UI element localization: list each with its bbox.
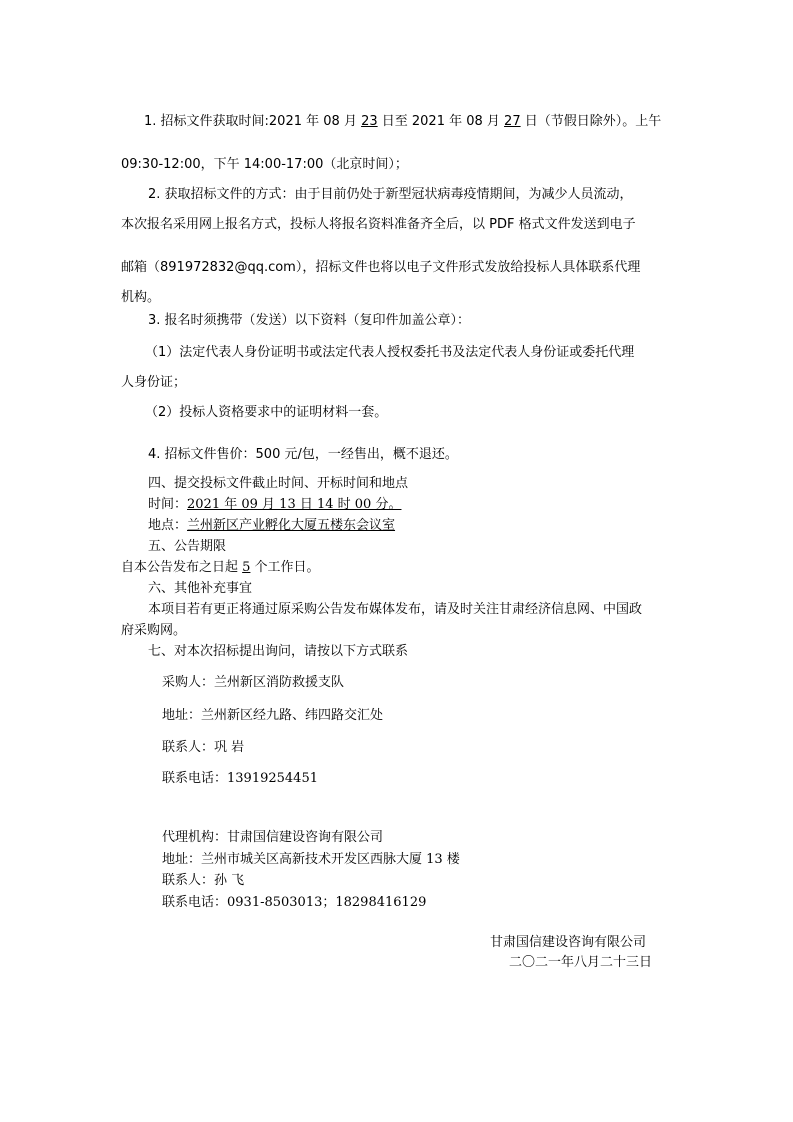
time-label: 时间： xyxy=(148,497,188,512)
purchaser-address: 地址：兰州新区经九路、纬四路交汇处 xyxy=(162,708,384,723)
section6-body-line1: 本项目若有更正将通过原采购公告发布媒体发布，请及时关注甘肃经济信息网、中国政 xyxy=(148,602,643,617)
place-label: 地点： xyxy=(148,518,188,533)
signature-date: 二〇二一年八月二十三日 xyxy=(509,955,653,970)
item3-title: 3. 报名时须携带（发送）以下资料（复印件加盖公章）： xyxy=(148,313,471,328)
section4-heading: 四、提交投标文件截止时间、开标时间和地点 xyxy=(148,476,409,491)
section7-heading: 七、对本次招标提出询问，请按以下方式联系 xyxy=(148,644,409,659)
section5-body xyxy=(121,556,320,575)
purchaser-contact: 联系人：巩 岩 xyxy=(162,740,245,755)
item1-end-day: 27 xyxy=(504,114,521,129)
item2-line4: 机构。 xyxy=(121,290,161,305)
notice-days: 5 xyxy=(242,560,251,575)
agency-phone: 联系电话：0931-8503013；18298416129 xyxy=(162,895,427,910)
section5-heading: 五、公告期限 xyxy=(148,539,227,554)
agency-name: 代理机构：甘肃国信建设咨询有限公司 xyxy=(162,830,384,845)
item1-line1 xyxy=(144,110,661,129)
item3-sub2: （2）投标人资格要求中的证明材料一套。 xyxy=(145,405,388,420)
item3-sub1-line2: 人身份证； xyxy=(121,375,187,390)
place-value: 兰州新区产业孵化大厦五楼东会议室 xyxy=(187,518,396,533)
item1-suffix: 日（节假日除外）。上午 xyxy=(520,114,662,129)
time-value: 2021 年 09 月 13 日 14 时 00 分。 xyxy=(187,497,402,512)
section5-suffix: 个工作日。 xyxy=(250,560,320,575)
section5-prefix: 自本公告发布之日起 xyxy=(121,560,243,575)
section6-heading: 六、其他补充事宜 xyxy=(148,581,253,596)
agency-address: 地址：兰州市城关区高新技术开发区西脉大厦 13 楼 xyxy=(162,852,460,867)
item1-mid: 日至 2021 年 08 月 xyxy=(377,114,505,129)
purchaser-name: 采购人：兰州新区消防救援支队 xyxy=(162,675,345,690)
item2-line3: 邮箱（891972832@qq.com），招标文件也将以电子文件形式发放给投标人具体联系代理 xyxy=(121,260,641,275)
section4-time xyxy=(148,493,401,512)
section6-body-line2: 府采购网。 xyxy=(121,623,187,638)
item4: 4. 招标文件售价：500 元/包，一经售出，概不退还。 xyxy=(148,447,458,462)
item1-start-day: 23 xyxy=(361,114,378,129)
item2-line1: 2. 获取招标文件的方式：由于目前仍处于新型冠状病毒疫情期间，为减少人员流动， xyxy=(148,187,633,202)
item2-line2: 本次报名采用网上报名方式，投标人将报名资料准备齐全后，以 PDF 格式文件发送到电子 xyxy=(121,217,636,232)
signature-company: 甘肃国信建设咨询有限公司 xyxy=(490,935,647,950)
item3-sub1-line1: （1）法定代表人身份证明书或法定代表人授权委托书及法定代表人身份证或委托代理 xyxy=(145,345,635,360)
section4-place xyxy=(148,514,395,533)
agency-contact: 联系人：孙 飞 xyxy=(162,873,245,888)
item1-prefix: 1. 招标文件获取时间:2021 年 08 月 xyxy=(144,114,362,129)
purchaser-phone: 联系电话：13919254451 xyxy=(162,771,318,786)
item1-line2: 09:30-12:00，下午 14:00-17:00（北京时间）； xyxy=(121,157,408,172)
